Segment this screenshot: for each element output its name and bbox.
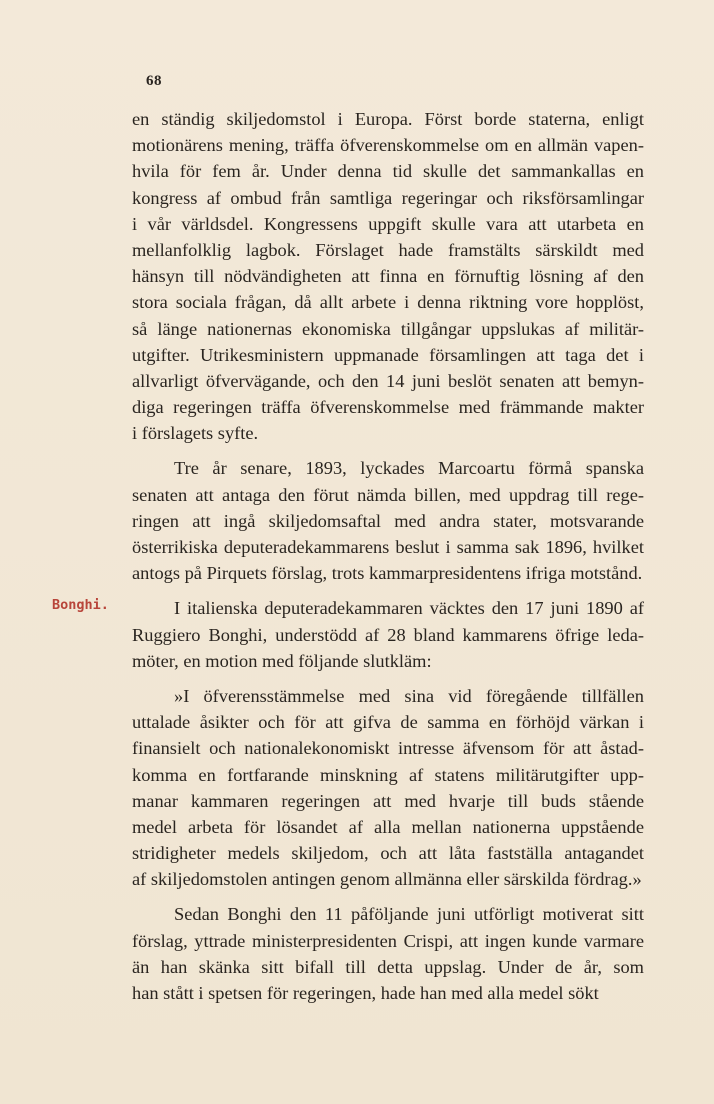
paragraph-gap [132,674,644,683]
text-line: allvarligt öfvervägande, och den 14 juni beslöt senaten att bemyn- [132,370,644,391]
text-line: antogs på Pirquets förslag, trots kammarpresidentens ifriga motstånd. [132,563,643,584]
text-line: af skiljedomstolen antingen genom allmänna eller särskilda fördrag.» [132,869,642,890]
text-line: diga regeringen träffa öfverenskommelse med främmande makter [132,397,644,418]
page-number: 68 [146,73,162,89]
text-line: österrikiska deputeradekammarens beslut i samma sak 1896, hvilket [132,537,644,557]
text-line: manar kammaren regeringen att med hvarje till buds stående [132,790,644,811]
paragraph [132,595,644,674]
text-line: hänsyn till nödvändigheten att finna en förnuftig lösning af den [132,266,644,287]
text-line: han stått i spetsen för regeringen, hade han med alla medel sökt [132,983,599,1003]
text-line: än han skänka sitt bifall till detta uppslag. Under de år, som [132,956,644,977]
text-line: stora sociala frågan, då allt arbete i denna riktning vore hopplöst, [132,292,644,313]
text-line: Tre år senare, 1893, lyckades Marcoartu förmå spanska [174,458,644,479]
text-line: en ständig skiljedomstol i Europa. Först borde staterna, enligt [132,109,644,129]
text-line: medel arbeta för lösandet af alla mellan nationerna uppstående [132,816,644,837]
paragraph [132,901,644,1006]
text-line: motionärens mening, träffa öfverenskommelse om en allmän vapen- [132,135,644,156]
text-line: »I öfverensstämmelse med sina vid föregående tillfällen [174,685,644,706]
body-text [132,106,644,1006]
text-line: finansielt och nationalekonomiskt intresse äfvensom för att åstad- [132,738,644,759]
text-line: I italienska deputeradekammaren väcktes den 17 juni 1890 af [174,598,644,619]
text-line: kongress af ombud från samtliga regeringar och riksförsamlingar [132,187,644,208]
text-line: förslag, yttrade ministerpresidenten Crispi, att ingen kunde varmare [132,930,644,951]
text-line: möter, en motion med följande slutkläm: [132,650,432,671]
text-line: Ruggiero Bonghi, understödd af 28 bland kammarens öfrige leda- [132,624,644,645]
paragraph-gap [132,892,644,901]
paragraph-gap [132,586,644,595]
paragraph [132,455,644,586]
text-line: ringen att ingå skiljedomsaftal med andra stater, motsvarande [132,510,644,531]
text-line: i förslagets syfte. [132,423,259,444]
text-line: så länge nationernas ekonomiska tillgångar uppslukas af militär- [132,318,644,339]
paragraph [132,106,644,446]
margin-note-bonghi: Bonghi. [52,597,109,613]
text-line: mellanfolklig lagbok. Förslaget hade framstälts särskildt med [132,239,644,260]
paragraph-gap [132,446,644,455]
text-line: uttalade åsikter och för att gifva de samma en förhöjd värkan i [132,712,644,733]
text-line: stridigheter medels skiljedom, och att låta fastställa antagandet [132,843,644,864]
text-line: Sedan Bonghi den 11 påföljande juni utförligt motiverat sitt [174,904,644,925]
text-line: utgifter. Utrikesministern uppmanade församlingen att taga det i [132,344,644,365]
paragraph [132,683,644,893]
text-line: hvila för fem år. Under denna tid skulle det sammankallas en [132,161,644,182]
text-line: i vår världsdel. Kongressens uppgift skulle vara att utarbeta en [132,213,644,234]
text-line: komma en fortfarande minskning af statens militärutgifter upp- [132,764,644,785]
text-line: senaten att antaga den förut nämda billen, med uppdrag till rege- [132,484,644,505]
